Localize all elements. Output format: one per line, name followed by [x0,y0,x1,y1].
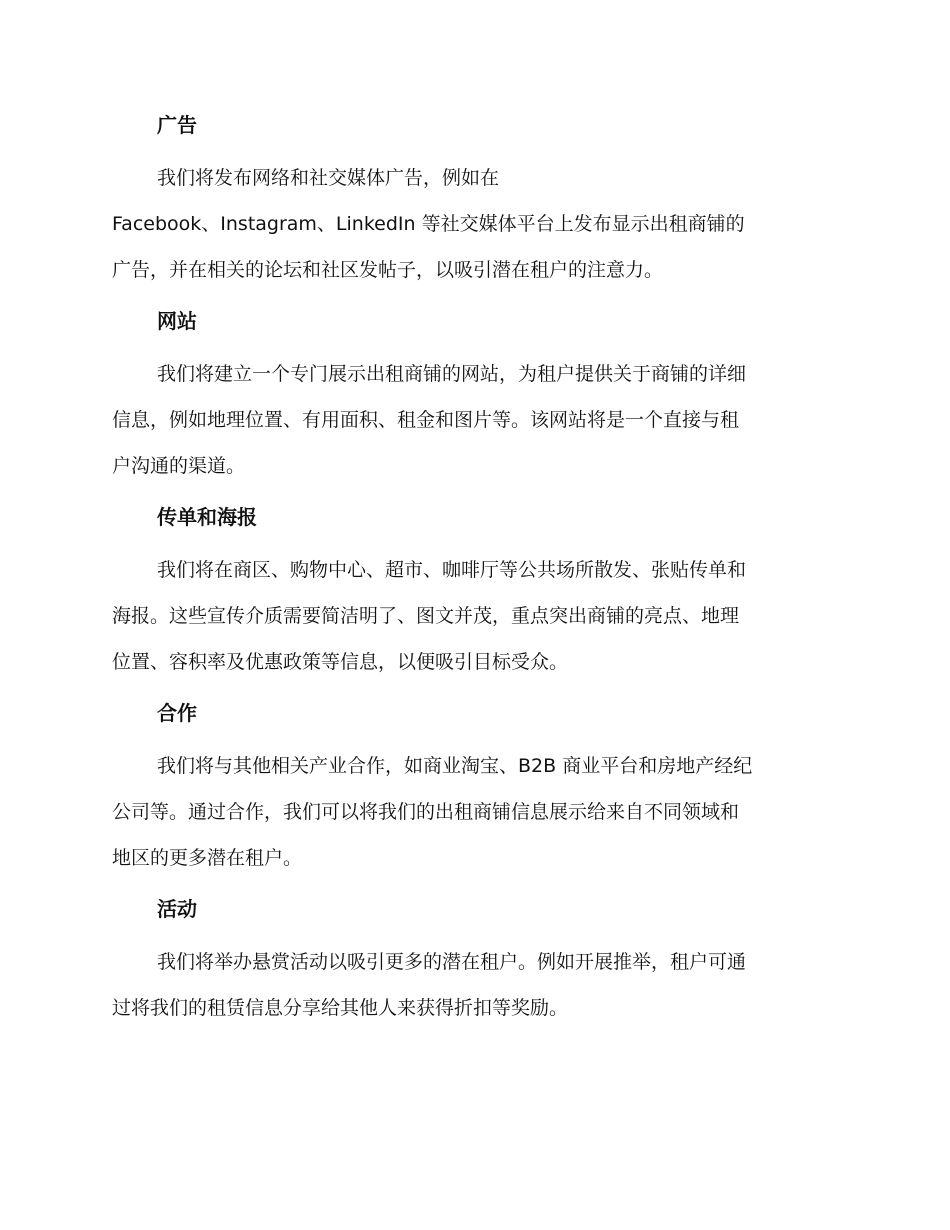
section-partnership [112,698,830,881]
section-events [112,894,830,1031]
section-heading: 网站 [157,309,197,333]
section-paragraph [112,547,830,685]
section-paragraph [112,155,830,293]
section-website [112,306,830,489]
section-paragraph [112,743,830,881]
section-paragraph [112,939,830,1031]
document-page [112,110,830,1044]
paragraph-line: 我们将在商区、购物中心、超市、咖啡厅等公共场所散发、张贴传单和 [157,559,747,581]
section-flyers [112,502,830,685]
paragraph-line: 信息，例如地理位置、有用面积、租金和图片等。该网站将是一个直接与租 [112,409,740,431]
section-heading: 传单和海报 [157,505,257,529]
paragraph-line: 过将我们的租赁信息分享给其他人来获得折扣等奖励。 [112,997,569,1019]
section-heading: 活动 [157,897,197,921]
paragraph-line: 公司等。通过合作，我们可以将我们的出租商铺信息展示给来自不同领域和 [112,801,740,823]
paragraph-line: 位置、容积率及优惠政策等信息，以便吸引目标受众。 [112,651,569,673]
paragraph-line: 我们将建立一个专门展示出租商铺的网站，为租户提供关于商铺的详细 [157,363,747,385]
paragraph-line: 我们将与其他相关产业合作，如商业淘宝、B2B 商业平台和房地产经纪 [157,755,753,777]
paragraph-line: 户沟通的渠道。 [112,455,246,477]
section-ads [112,110,830,293]
paragraph-line: 海报。这些宣传介质需要简洁明了、图文并茂，重点突出商铺的亮点、地理 [112,605,740,627]
section-paragraph [112,351,830,489]
paragraph-line: 广告，并在相关的论坛和社区发帖子，以吸引潜在租户的注意力。 [112,259,664,281]
paragraph-line: 地区的更多潜在租户。 [112,847,303,869]
paragraph-line: 我们将举办悬赏活动以吸引更多的潜在租户。例如开展推举，租户可通 [157,951,747,973]
paragraph-line: Facebook、Instagram、LinkedIn 等社交媒体平台上发布显示出租商铺的 [112,213,745,235]
paragraph-line: 我们将发布网络和社交媒体广告，例如在 [157,167,500,189]
section-heading: 合作 [157,701,197,725]
section-heading: 广告 [157,113,197,137]
